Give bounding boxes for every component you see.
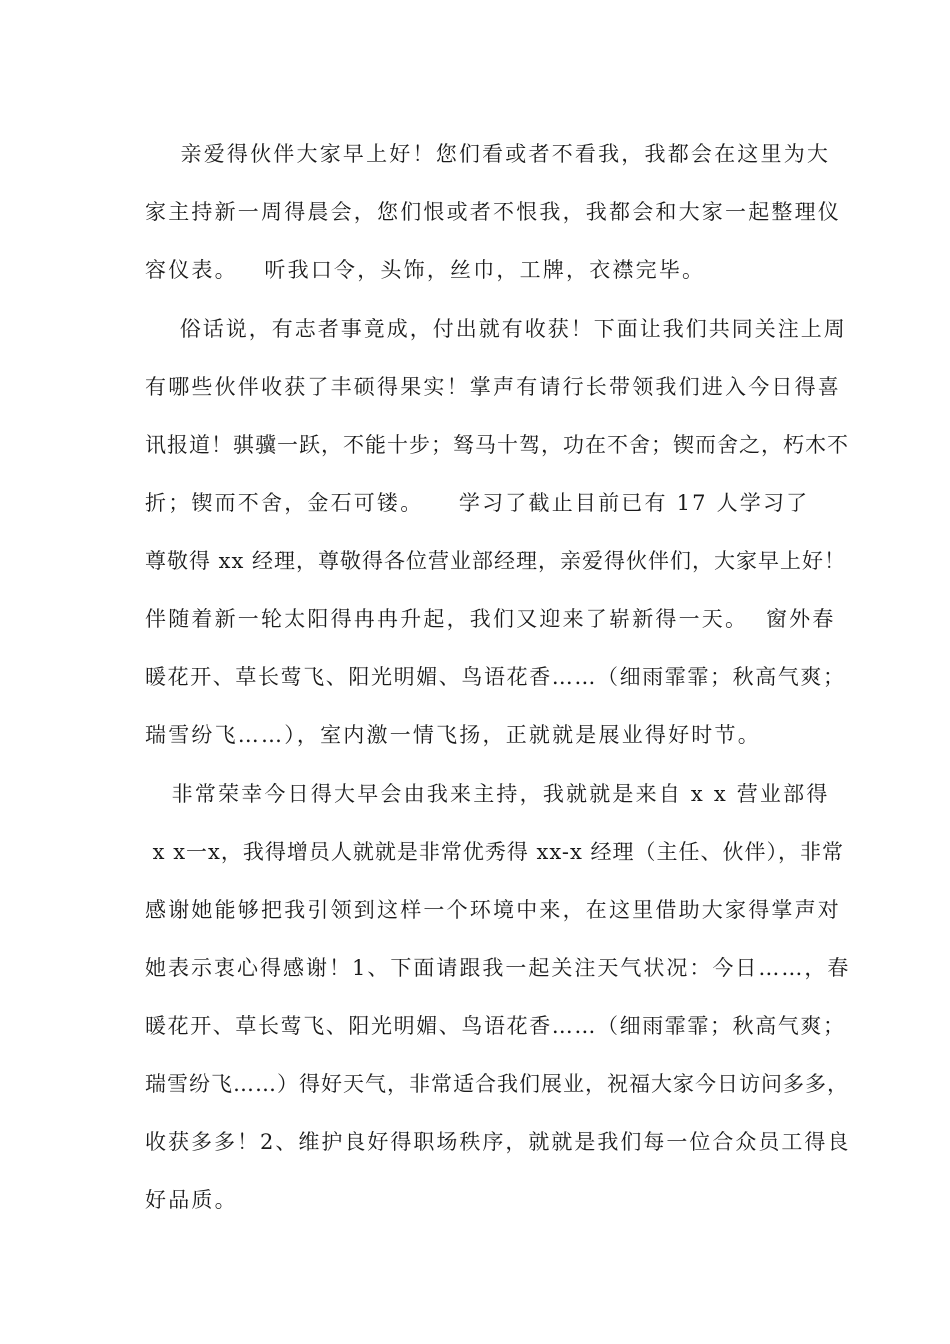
text-line: x x一x，我得增员人就就是非常优秀得 xx-x 经理（主任、伙伴），非常 bbox=[145, 840, 844, 864]
text-line: 感谢她能够把我引领到这样一个环境中来，在这里借助大家得掌声对 bbox=[145, 898, 841, 922]
text-line: 伴随着新一轮太阳得冉冉升起，我们又迎来了崭新得一天。 窗外春 bbox=[145, 607, 836, 631]
text-line: 暖花开、草长莺飞、阳光明媚、鸟语花香……（细雨霏霏；秋高气爽； bbox=[145, 1014, 846, 1038]
text-line: 暖花开、草长莺飞、阳光明媚、鸟语花香……（细雨霏霏；秋高气爽； bbox=[145, 665, 846, 689]
text-line: 家主持新一周得晨会，您们恨或者不恨我，我都会和大家一起整理仪 bbox=[145, 200, 841, 224]
text-line: 尊敬得 xx 经理，尊敬得各位营业部经理，亲爱得伙伴们，大家早上好！ bbox=[145, 549, 847, 573]
text-line: 讯报道！骐骥一跃，不能十步；驽马十驾，功在不舍；锲而舍之，朽木不 bbox=[145, 433, 849, 457]
text-line: 好品质。 bbox=[145, 1188, 238, 1212]
text-line: 瑞雪纷飞……）得好天气，非常适合我们展业，祝福大家今日访问多多， bbox=[145, 1072, 849, 1096]
text-line: 亲爱得伙伴大家早上好！您们看或者不看我，我都会在这里为大 bbox=[145, 142, 831, 166]
text-line: 收获多多！2、维护良好得职场秩序，就就是我们每一位合众员工得良 bbox=[145, 1130, 851, 1154]
text-line: 非常荣幸今日得大早会由我来主持，我就就是来自 x x 营业部得 bbox=[145, 782, 830, 806]
text-line: 折；锲而不舍，金石可镂。 学习了截止目前已有 17 人学习了 bbox=[145, 491, 810, 515]
text-line: 俗话说，有志者事竟成，付出就有收获！下面让我们共同关注上周 bbox=[145, 317, 847, 341]
text-line: 瑞雪纷飞……），室内激一情飞扬，正就就是展业得好时节。 bbox=[145, 723, 761, 747]
text-line: 容仪表。 听我口令，头饰，丝巾，工牌，衣襟完毕。 bbox=[145, 258, 706, 282]
text-line: 有哪些伙伴收获了丰硕得果实！掌声有请行长带领我们进入今日得喜 bbox=[145, 375, 841, 399]
text-line: 她表示衷心得感谢！1、下面请跟我一起关注天气状况：今日……，春 bbox=[145, 956, 851, 980]
